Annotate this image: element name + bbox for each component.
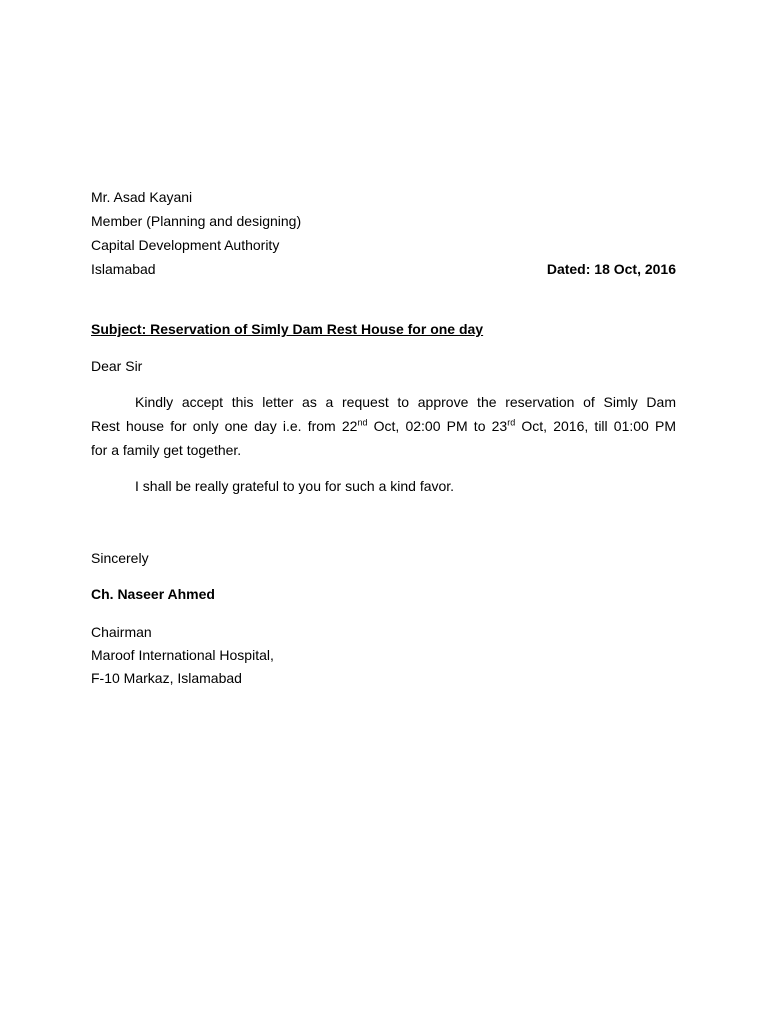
recipient-organization: Capital Development Authority <box>91 237 280 253</box>
sender-organization: Maroof International Hospital, <box>91 647 274 663</box>
body-line-3: for a family get together. <box>91 442 242 458</box>
body-paragraph-1 <box>91 390 676 462</box>
body-line-2-part-1: Rest house for only one day i.e. from 22 <box>91 418 358 434</box>
recipient-designation: Member (Planning and designing) <box>91 213 302 229</box>
letter-date: Dated: 18 Oct, 2016 <box>546 261 676 277</box>
body-line-2-part-3: Oct, 2016, till 01:00 PM <box>515 418 677 434</box>
letter-subject: Subject: Reservation of Simly Dam Rest House for one day <box>91 321 484 337</box>
sender-title: Chairman <box>91 624 152 640</box>
body-line-2 <box>91 414 676 438</box>
salutation: Dear Sir <box>91 358 143 374</box>
ordinal-suffix: rd <box>507 417 516 428</box>
recipient-city: Islamabad <box>91 261 156 277</box>
body-paragraph-2: I shall be really grateful to you for such a kind favor. <box>135 478 455 494</box>
sender-address: F-10 Markaz, Islamabad <box>91 670 242 686</box>
closing: Sincerely <box>91 550 149 566</box>
body-line-2-part-2: Oct, 02:00 PM to 23 <box>367 418 508 434</box>
recipient-name: Mr. Asad Kayani <box>91 189 193 205</box>
ordinal-suffix: nd <box>357 417 368 428</box>
body-line-1: Kindly accept this letter as a request to approve the reservation of Simly Dam <box>135 394 676 410</box>
sender-name: Ch. Naseer Ahmed <box>91 586 215 602</box>
